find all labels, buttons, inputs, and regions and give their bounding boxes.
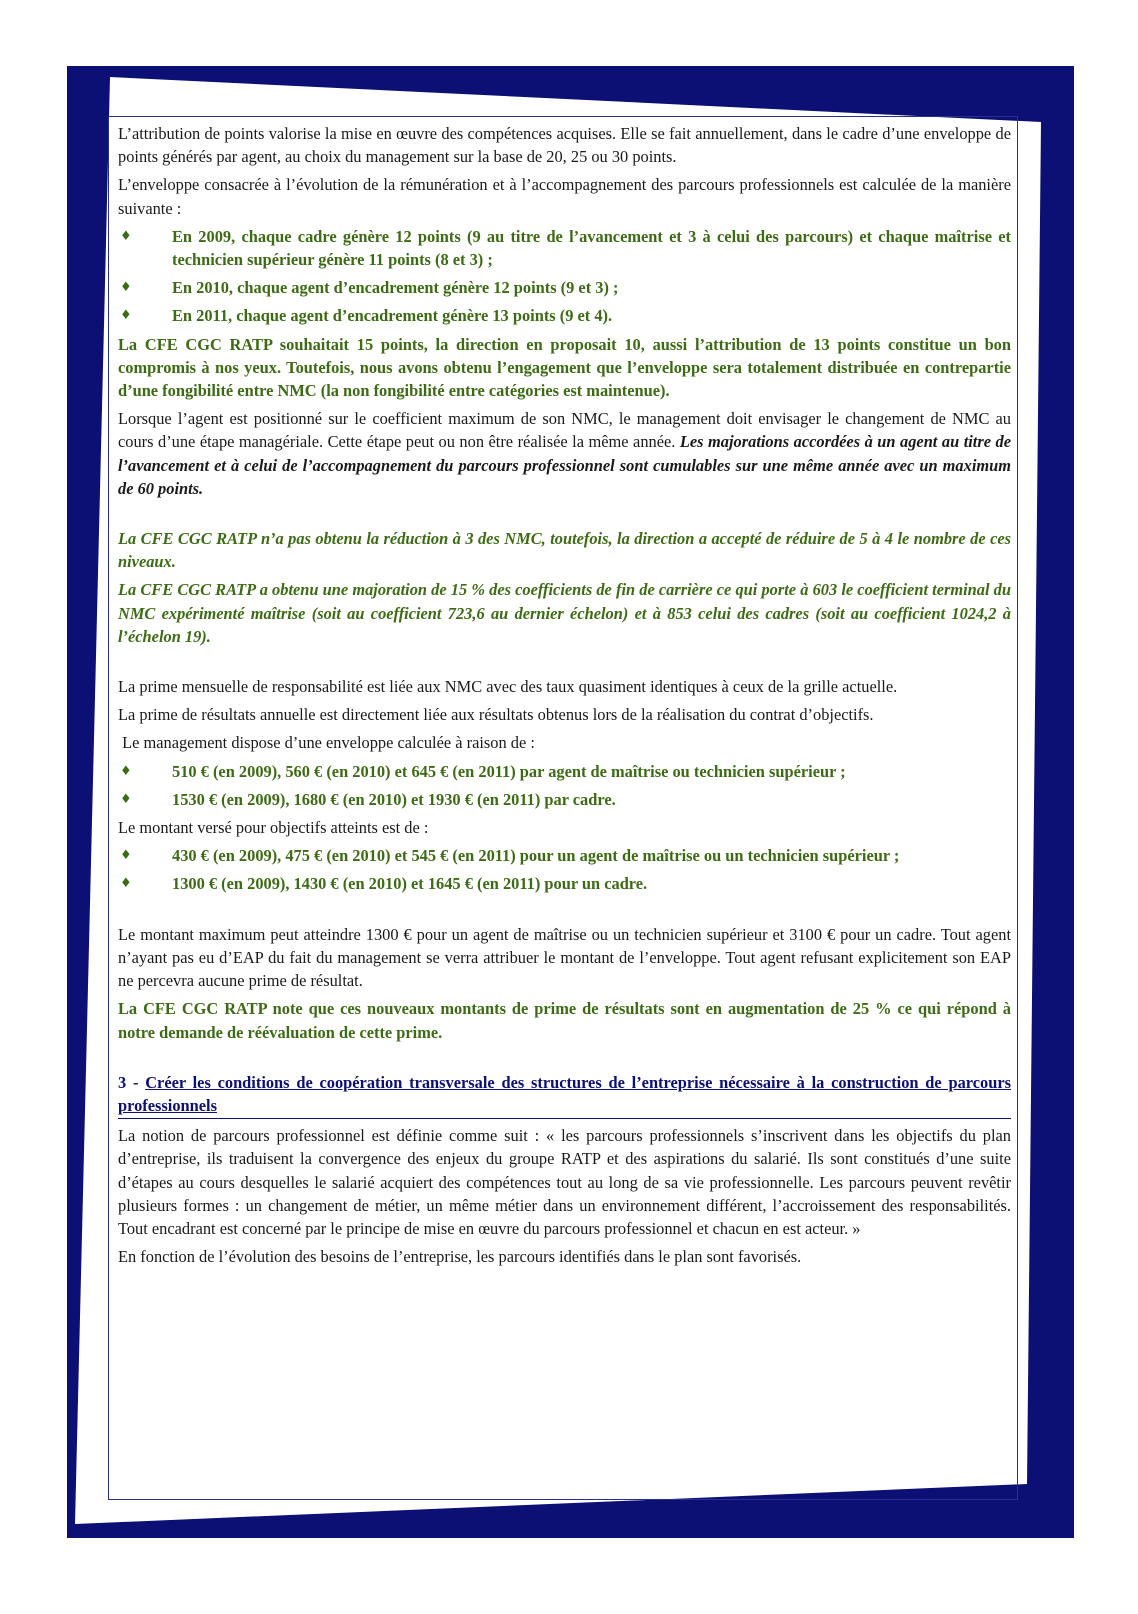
diamond-icon: ♦ — [120, 228, 132, 244]
list-item: ♦ En 2011, chaque agent d’encadrement génère 13 points (9 et 4). — [118, 304, 1011, 327]
list-item: ♦ 1530 € (en 2009), 1680 € (en 2010) et 1930 € (en 2011) par cadre. — [118, 788, 1011, 811]
bullet-list-objectifs — [118, 844, 1011, 895]
list-item: ♦ 430 € (en 2009), 475 € (en 2010) et 545 € (en 2011) pour un agent de maîtrise ou un technicien supérieur ; — [118, 844, 1011, 867]
diamond-icon: ♦ — [120, 763, 132, 779]
paragraph-points-attribution: L’attribution de points valorise la mise en œuvre des compétences acquises. Elle se fait annuellement, dans le cadre d’une enveloppe de points générés par agent, au choix du management sur la base de 20, 25 ou 30 points. — [118, 124, 1011, 167]
paragraph-montant-maximum: Le montant maximum peut atteindre 1300 € pour un agent de maîtrise ou un technicien supérieur et 3100 € pour un cadre. Tout agent n’ayant pas eu d’EAP du fait du management se verra attribuer le montant de l’enveloppe. Tout agent refusant explicitement son EAP ne percevra aucune prime de résultat. — [118, 924, 1011, 991]
diamond-icon: ♦ — [120, 876, 132, 892]
bullet-list-enveloppe — [118, 760, 1011, 811]
paragraph-parcours-definition: La notion de parcours professionnel est définie comme suit : « les parcours professionnels s’inscrivent dans les objectifs du plan d’entreprise, ils traduisent la convergence des enjeux du groupe RATP et des aspirations du salarié. Ils sont constitués d’une suite d’étapes au cours desquelles le salarié acquiert des compétences tout au long de sa vie professionnelle. Les parcours peuvent revêtir plusieurs formes : un changement de métier, un même métier dans un environnement différent, l’accroissement des responsabilités. Tout encadrant est concerné par le principe de mise en œuvre du parcours professionnel et chacun en est acteur. » — [118, 1126, 1011, 1238]
paragraph-enveloppe: L’enveloppe consacrée à l’évolution de la rémunération et à l’accompagnement des parcours professionnels est calculée de la manière suivante : — [118, 175, 1011, 218]
paragraph-cfe-compromis: La CFE CGC RATP souhaitait 15 points, la direction en proposait 10, aussi l’attribution de 13 points constitue un bon compromis à nos yeux. Toutefois, nous avons obtenu l’engagement que l’enveloppe sera totalement distribuée en contrepartie d’une fongibilité entre NMC (la non fongibilité entre catégories est maintenue). — [118, 334, 1011, 401]
diamond-icon: ♦ — [120, 308, 132, 324]
list-item: ♦ En 2010, chaque agent d’encadrement génère 12 points (9 et 3) ; — [118, 276, 1011, 299]
paragraph-prime-resultats: La prime de résultats annuelle est directement liée aux résultats obtenus lors de la réalisation du contrat d’objectifs. — [118, 705, 874, 725]
list-item: ♦ En 2009, chaque cadre génère 12 points (9 au titre de l’avancement et 3 à celui des parcours) et chaque maîtrise et technicien supérieur génère 11 points (8 et 3) ; — [120, 226, 1011, 270]
paragraph-cfe-majoration: La CFE CGC RATP a obtenu une majoration de 15 % des coefficients de fin de carrière ce qui porte à 603 le coefficient terminal du NMC expérimenté maîtrise (soit au coefficient 723,6 au dernier échelon) et à 853 celui des cadres (soit au coefficient 1024,2 à l’échelon 19). — [118, 580, 1011, 646]
paragraph-cfe-nmc-reduction: La CFE CGC RATP n’a pas obtenu la réduction à 3 des NMC, toutefois, la direction a accepté de réduire de 5 à 4 le nombre de ces niveaux. — [118, 529, 1011, 572]
paragraph-management-enveloppe: Le management dispose d’une enveloppe calculée à raison de : — [118, 733, 535, 753]
paragraph-nmc-max: Lorsque l’agent est positionné sur le coefficient maximum de son NMC, le management doit envisager le changement de NMC au cours d’une étape managériale. Cette étape peut ou non être réalisée la même année. Les majorations accordées à un agent au titre de l’avancement et à celui de l’accompagnement du parcours professionnel sont cumulables sur une même année avec un maximum de 60 points. — [118, 409, 1011, 498]
paragraph-montant-verse: Le montant versé pour objectifs atteints est de : — [118, 818, 429, 838]
section-heading-3 — [118, 1071, 1011, 1119]
list-item: ♦ 510 € (en 2009), 560 € (en 2010) et 645 € (en 2011) par agent de maîtrise ou technicien supérieur ; — [118, 760, 1011, 783]
section-title: Créer les conditions de coopération transversale des structures de l’entreprise nécessaire à la construction de parcours professionnels — [118, 1072, 1011, 1115]
section-number: 3 - — [118, 1072, 146, 1092]
diamond-icon: ♦ — [120, 791, 132, 807]
diamond-icon: ♦ — [120, 848, 132, 864]
diamond-icon: ♦ — [120, 280, 132, 296]
emphasis-majorations: Les majorations accordées à un agent au titre de l’avancement et à celui de l’accompagnement du parcours professionnel sont cumulables sur une même année avec un maximum de 60 points. — [118, 432, 1011, 498]
list-item: ♦ 1300 € (en 2009), 1430 € (en 2010) et 1645 € (en 2011) pour un cadre. — [118, 872, 1011, 895]
paragraph-cfe-augmentation: La CFE CGC RATP note que ces nouveaux montants de prime de résultats sont en augmentation de 25 % ce qui répond à notre demande de réévaluation de cette prime. — [118, 999, 1011, 1042]
paragraph-parcours-besoins: En fonction de l’évolution des besoins de l’entreprise, les parcours identifiés dans le plan sont favorisés. — [118, 1247, 802, 1267]
paragraph-prime-mensuelle: La prime mensuelle de responsabilité est liée aux NMC avec des taux quasiment identiques à ceux de la grille actuelle. — [118, 677, 898, 697]
bullet-list-points — [118, 225, 1011, 328]
document-body — [118, 122, 1011, 1273]
